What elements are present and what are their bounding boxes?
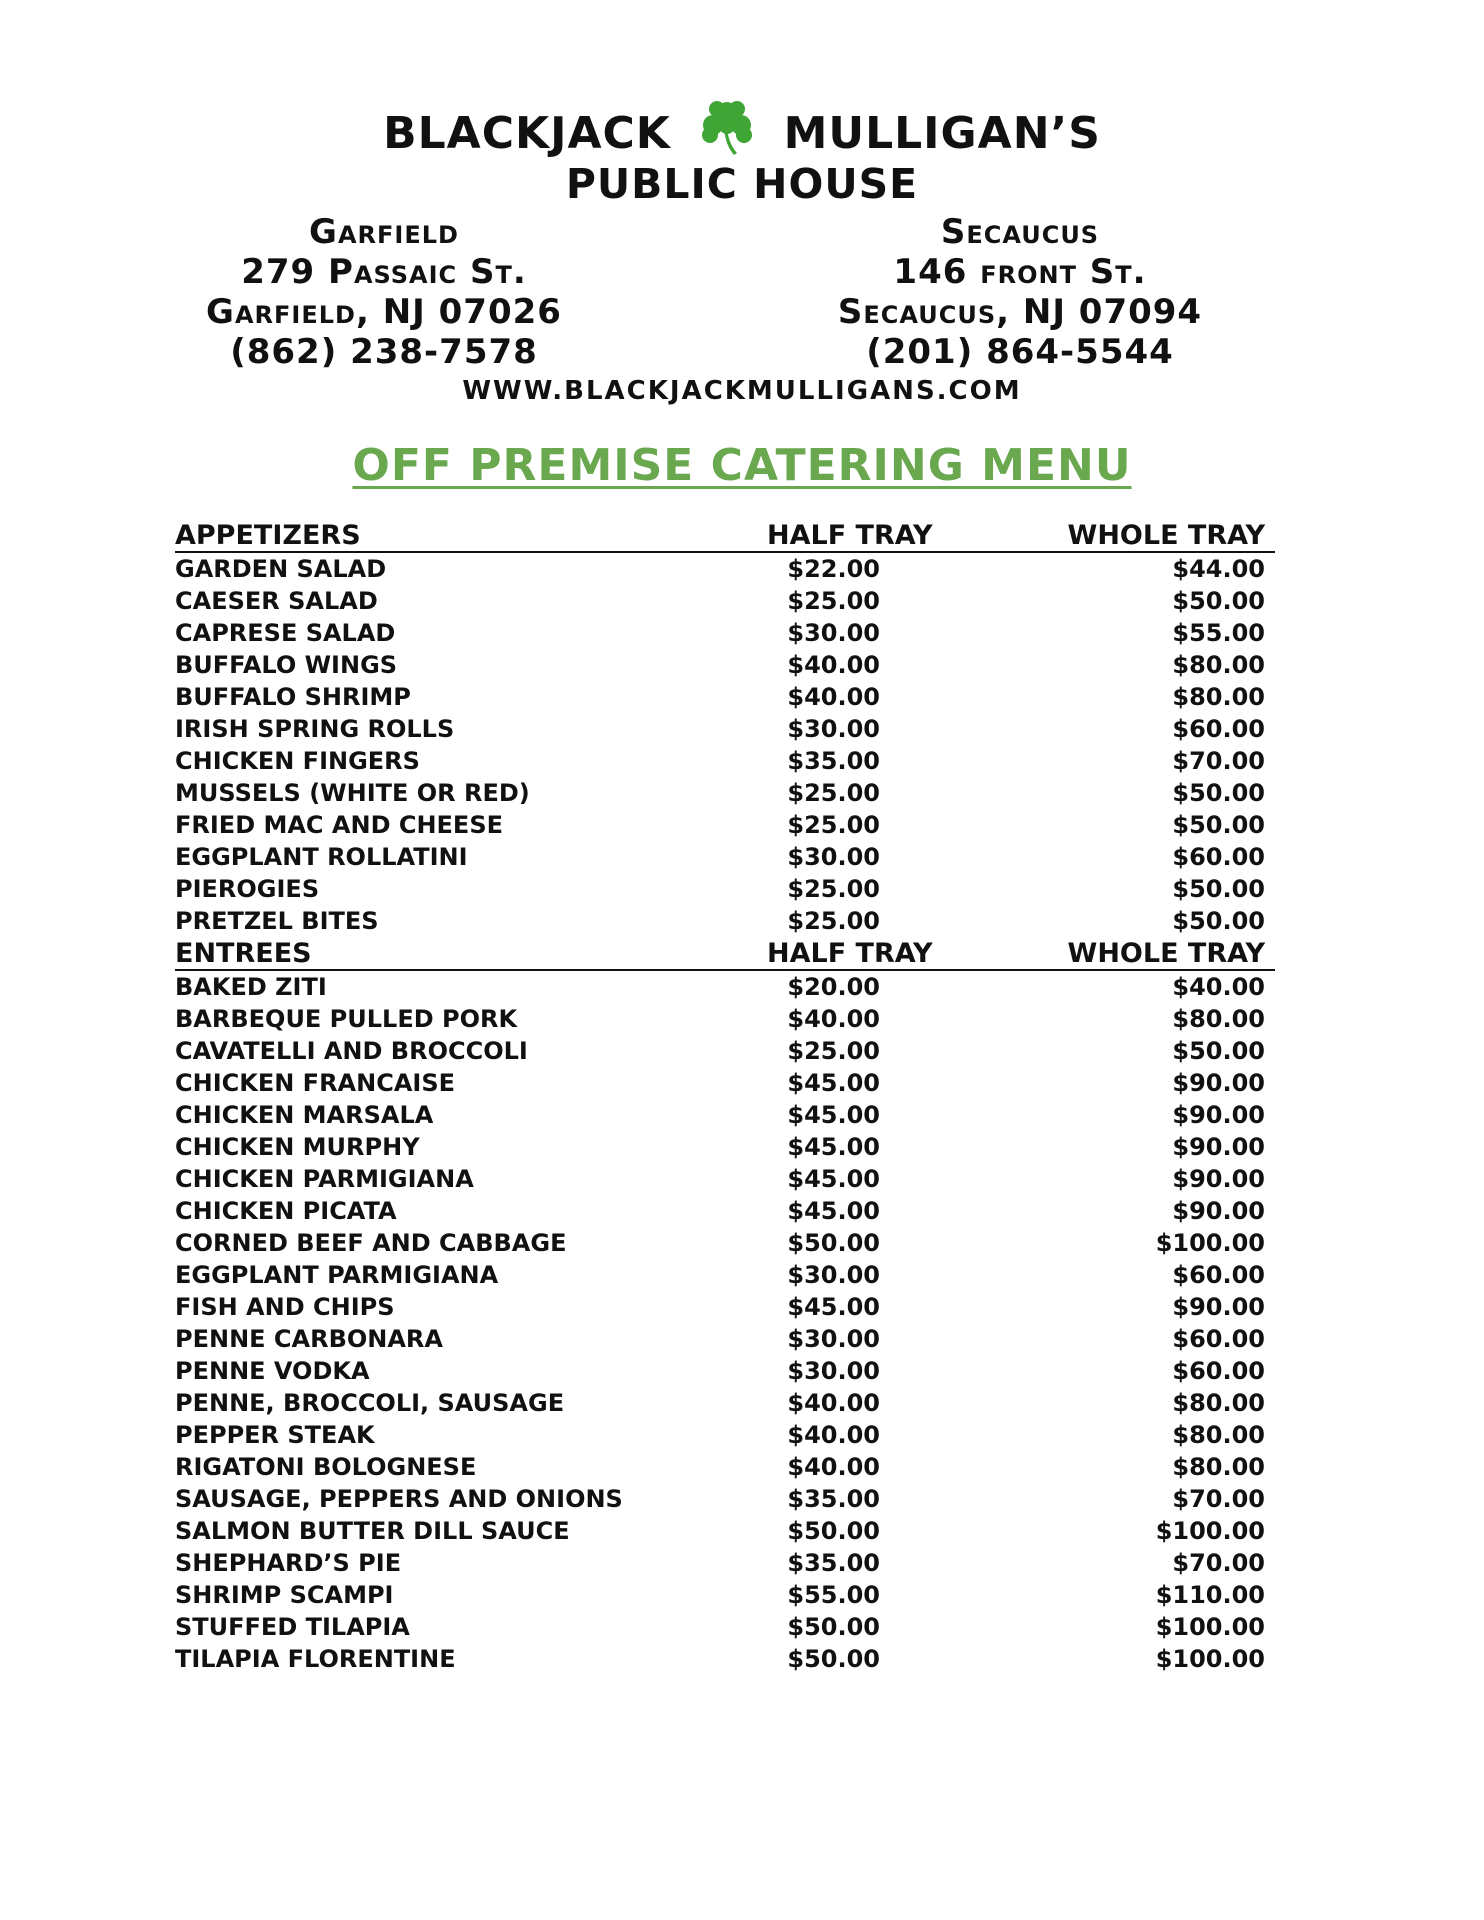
location-city: Secaucus, NJ 07094 [837, 292, 1203, 332]
whole-tray-price: $90.00 [1172, 1197, 1265, 1225]
menu-item-row [175, 1387, 1265, 1419]
item-name: GARDEN SALAD [175, 555, 387, 583]
half-tray-price: $35.00 [787, 1485, 880, 1513]
half-tray-price: $45.00 [787, 1165, 880, 1193]
half-tray-price: $40.00 [787, 1005, 880, 1033]
whole-tray-price: $50.00 [1172, 1037, 1265, 1065]
item-name: CAPRESE SALAD [175, 619, 396, 647]
brand-subtitle: PUBLIC HOUSE [565, 160, 919, 208]
half-tray-price: $50.00 [787, 1645, 880, 1673]
item-name: FISH AND CHIPS [175, 1293, 395, 1321]
brand-name-left: BLACKJACK [383, 108, 671, 159]
menu-item-row [175, 905, 1265, 937]
half-tray-header: HALF TRAY [767, 938, 933, 969]
item-name: PRETZEL BITES [175, 907, 379, 935]
item-name: BUFFALO SHRIMP [175, 683, 411, 711]
location-street: 146 front St. [893, 252, 1147, 292]
whole-tray-price: $80.00 [1172, 651, 1265, 679]
menu-item-row [175, 1291, 1265, 1323]
item-name: CHICKEN FINGERS [175, 747, 420, 775]
half-tray-price: $35.00 [787, 1549, 880, 1577]
whole-tray-price: $100.00 [1155, 1613, 1265, 1641]
item-name: CHICKEN FRANCAISE [175, 1069, 456, 1097]
location-secaucus [760, 212, 1280, 372]
menu-item-row [175, 1611, 1265, 1643]
item-name: MUSSELS (WHITE OR RED) [175, 779, 530, 807]
item-name: BAKED ZITI [175, 973, 327, 1001]
whole-tray-price: $100.00 [1155, 1517, 1265, 1545]
whole-tray-price: $80.00 [1172, 1005, 1265, 1033]
brand-title [0, 98, 1484, 159]
whole-tray-price: $70.00 [1172, 1485, 1265, 1513]
menu-item-row [175, 1355, 1265, 1387]
item-name: CAESER SALAD [175, 587, 378, 615]
location-phone: (201) 864-5544 [866, 332, 1174, 372]
whole-tray-price: $90.00 [1172, 1293, 1265, 1321]
menu-item-row [175, 585, 1265, 617]
item-name: STUFFED TILAPIA [175, 1613, 410, 1641]
whole-tray-price: $90.00 [1172, 1101, 1265, 1129]
item-name: CAVATELLI AND BROCCOLI [175, 1037, 528, 1065]
half-tray-price: $50.00 [787, 1229, 880, 1257]
half-tray-price: $25.00 [787, 779, 880, 807]
item-name: CHICKEN MURPHY [175, 1133, 420, 1161]
item-name: BUFFALO WINGS [175, 651, 398, 679]
half-tray-price: $30.00 [787, 843, 880, 871]
whole-tray-price: $80.00 [1172, 683, 1265, 711]
half-tray-price: $45.00 [787, 1197, 880, 1225]
menu-item-row [175, 1099, 1265, 1131]
menu-item-row [175, 1003, 1265, 1035]
half-tray-price: $40.00 [787, 1453, 880, 1481]
half-tray-price: $40.00 [787, 651, 880, 679]
item-name: PIEROGIES [175, 875, 320, 903]
half-tray-price: $30.00 [787, 619, 880, 647]
menu-item-row [175, 873, 1265, 905]
whole-tray-price: $44.00 [1172, 555, 1265, 583]
menu-title-text: OFF PREMISE CATERING MENU [352, 440, 1132, 491]
whole-tray-price: $100.00 [1155, 1645, 1265, 1673]
menu-title [0, 440, 1484, 491]
menu-item-row [175, 713, 1265, 745]
item-name: RIGATONI BOLOGNESE [175, 1453, 477, 1481]
item-name: CORNED BEEF AND CABBAGE [175, 1229, 567, 1257]
whole-tray-price: $60.00 [1172, 1325, 1265, 1353]
item-name: EGGPLANT ROLLATINI [175, 843, 468, 871]
item-name: TILAPIA FLORENTINE [175, 1645, 456, 1673]
location-phone: (862) 238-7578 [230, 332, 538, 372]
menu-item-row [175, 1163, 1265, 1195]
menu-item-row [175, 809, 1265, 841]
menu-item-row [175, 1227, 1265, 1259]
half-tray-price: $25.00 [787, 587, 880, 615]
whole-tray-price: $50.00 [1172, 779, 1265, 807]
item-name: CHICKEN MARSALA [175, 1101, 434, 1129]
item-name: SAUSAGE, PEPPERS AND ONIONS [175, 1485, 623, 1513]
location-city: Garfield, NJ 07026 [206, 292, 562, 332]
menu-item-row [175, 1323, 1265, 1355]
menu-item-row [175, 617, 1265, 649]
section-header-appetizers [175, 519, 1265, 553]
half-tray-price: $45.00 [787, 1133, 880, 1161]
whole-tray-header: WHOLE TRAY [1067, 938, 1265, 969]
half-tray-price: $30.00 [787, 1261, 880, 1289]
half-tray-price: $45.00 [787, 1293, 880, 1321]
menu-item-row [175, 553, 1265, 585]
half-tray-price: $35.00 [787, 747, 880, 775]
menu-item-row [175, 745, 1265, 777]
whole-tray-price: $110.00 [1155, 1581, 1265, 1609]
menu-item-row [175, 1035, 1265, 1067]
menu-item-row [175, 1259, 1265, 1291]
half-tray-header: HALF TRAY [767, 520, 933, 551]
item-name: PENNE, BROCCOLI, SAUSAGE [175, 1389, 565, 1417]
item-name: PENNE VODKA [175, 1357, 370, 1385]
section-title: ENTREES [175, 938, 312, 969]
whole-tray-price: $70.00 [1172, 1549, 1265, 1577]
half-tray-price: $25.00 [787, 875, 880, 903]
whole-tray-price: $50.00 [1172, 587, 1265, 615]
whole-tray-price: $60.00 [1172, 715, 1265, 743]
half-tray-price: $25.00 [787, 1037, 880, 1065]
half-tray-price: $20.00 [787, 973, 880, 1001]
menu-item-row [175, 1515, 1265, 1547]
menu-item-row [175, 1547, 1265, 1579]
section-title: APPETIZERS [175, 520, 361, 551]
item-name: IRISH SPRING ROLLS [175, 715, 455, 743]
half-tray-price: $50.00 [787, 1517, 880, 1545]
whole-tray-price: $80.00 [1172, 1389, 1265, 1417]
whole-tray-header: WHOLE TRAY [1067, 520, 1265, 551]
menu-item-row [175, 841, 1265, 873]
menu-item-row [175, 1067, 1265, 1099]
whole-tray-price: $40.00 [1172, 973, 1265, 1001]
half-tray-price: $55.00 [787, 1581, 880, 1609]
half-tray-price: $40.00 [787, 683, 880, 711]
item-name: EGGPLANT PARMIGIANA [175, 1261, 499, 1289]
shamrock-icon [697, 98, 757, 156]
website-link[interactable]: WWW.BLACKJACKMULLIGANS.COM [462, 376, 1022, 406]
half-tray-price: $40.00 [787, 1421, 880, 1449]
whole-tray-price: $50.00 [1172, 907, 1265, 935]
whole-tray-price: $80.00 [1172, 1421, 1265, 1449]
item-name: FRIED MAC AND CHEESE [175, 811, 504, 839]
whole-tray-price: $60.00 [1172, 843, 1265, 871]
menu-item-row [175, 1643, 1265, 1675]
section-header-entrees [175, 937, 1265, 971]
half-tray-price: $45.00 [787, 1101, 880, 1129]
menu-item-row [175, 1195, 1265, 1227]
whole-tray-price: $50.00 [1172, 811, 1265, 839]
location-name: Garfield [309, 212, 459, 252]
half-tray-price: $45.00 [787, 1069, 880, 1097]
item-name: PEPPER STEAK [175, 1421, 375, 1449]
menu-item-row [175, 649, 1265, 681]
whole-tray-price: $90.00 [1172, 1069, 1265, 1097]
location-garfield [124, 212, 644, 372]
location-street: 279 Passaic St. [241, 252, 527, 292]
menu-item-row [175, 681, 1265, 713]
menu-table [175, 519, 1265, 1675]
half-tray-price: $30.00 [787, 1357, 880, 1385]
item-name: CHICKEN PICATA [175, 1197, 397, 1225]
item-name: CHICKEN PARMIGIANA [175, 1165, 474, 1193]
menu-item-row [175, 1131, 1265, 1163]
location-name: Secaucus [940, 212, 1100, 252]
whole-tray-price: $60.00 [1172, 1261, 1265, 1289]
menu-item-row [175, 1451, 1265, 1483]
item-name: SHEPHARD’S PIE [175, 1549, 402, 1577]
half-tray-price: $50.00 [787, 1613, 880, 1641]
whole-tray-price: $100.00 [1155, 1229, 1265, 1257]
half-tray-price: $25.00 [787, 811, 880, 839]
whole-tray-price: $90.00 [1172, 1133, 1265, 1161]
whole-tray-price: $55.00 [1172, 619, 1265, 647]
half-tray-price: $30.00 [787, 1325, 880, 1353]
whole-tray-price: $50.00 [1172, 875, 1265, 903]
whole-tray-price: $70.00 [1172, 747, 1265, 775]
half-tray-price: $30.00 [787, 715, 880, 743]
item-name: PENNE CARBONARA [175, 1325, 443, 1353]
whole-tray-price: $90.00 [1172, 1165, 1265, 1193]
whole-tray-price: $80.00 [1172, 1453, 1265, 1481]
item-name: SHRIMP SCAMPI [175, 1581, 394, 1609]
item-name: SALMON BUTTER DILL SAUCE [175, 1517, 570, 1545]
half-tray-price: $40.00 [787, 1389, 880, 1417]
menu-item-row [175, 971, 1265, 1003]
whole-tray-price: $60.00 [1172, 1357, 1265, 1385]
menu-item-row [175, 777, 1265, 809]
menu-item-row [175, 1419, 1265, 1451]
half-tray-price: $22.00 [787, 555, 880, 583]
brand-name-right: MULLIGAN’S [783, 108, 1101, 159]
item-name: BARBEQUE PULLED PORK [175, 1005, 518, 1033]
menu-item-row [175, 1483, 1265, 1515]
menu-item-row [175, 1579, 1265, 1611]
half-tray-price: $25.00 [787, 907, 880, 935]
